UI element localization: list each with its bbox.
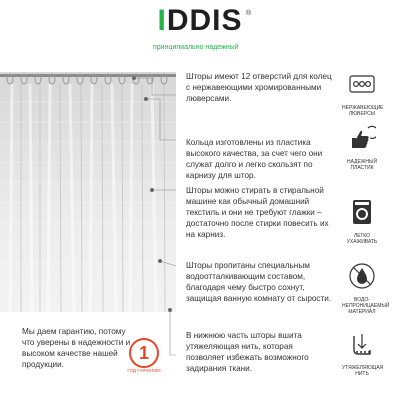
reliable-plastic-icon	[348, 124, 376, 152]
logo-i: I	[157, 4, 167, 37]
feature-waterproof-text: Шторы пропитаны специальным водоотталкивающим составом, благодаря чему быстро сохнут, защищая ванную комнату от сырости.	[186, 261, 332, 303]
badge-caption: ГОД ГАРАНТИИ	[127, 368, 161, 373]
registered-mark: ®	[246, 10, 252, 17]
feature-weight-thread-text: В нижнюю часть шторы вшита утяжеляющая нить, которая позволяет избежать возможного задирания ткани.	[186, 331, 309, 373]
waterproof-label: ВОДО-НЕПРОНИЦАЕМЫЙ МАТЕРИАЛ	[342, 297, 390, 315]
weight-thread-label: УТЯЖЕЛЯЮЩАЯ НИТЬ	[342, 365, 384, 377]
grommets-label: НЕРЖАВЕЮЩИЕ ЛЮВЕРСЫ	[342, 105, 384, 117]
weight-thread-icon	[348, 330, 376, 358]
weight-thread-feature	[342, 330, 382, 377]
guarantee-text: Мы даем гарантию, потому что уверены в надежности и высоком качестве нашей продукции.	[22, 327, 131, 369]
grommets-icon	[348, 70, 376, 98]
washing-machine-icon	[348, 198, 376, 226]
brand-tagline: принципиально надежный	[153, 44, 239, 51]
feature-grommets-text: Шторы имеют 12 отверстий для колец с нержавеющими хромированными люверсами.	[186, 72, 332, 103]
logo-rest: DDIS	[166, 4, 243, 37]
plastic-label: НАДЕЖНЫЙ ПЛАСТИК	[346, 159, 378, 171]
washable-label: ЛЕГКО УХАЖИВАТЬ	[346, 233, 378, 245]
guarantee-badge	[129, 338, 159, 368]
washable-feature	[342, 198, 382, 245]
feature-rings-text: Кольца изготовлены из пластика высокого качества, за счет чего они служат долго и легко скользят по карнизу для штор.	[186, 138, 323, 180]
grommets-feature	[342, 70, 382, 117]
water-drop-icon	[348, 262, 376, 290]
plastic-feature	[342, 124, 382, 171]
waterproof-feature	[342, 262, 390, 315]
badge-number: 1	[138, 343, 149, 363]
feature-washable-text: Шторы можно стирать в стиральной машине как обычный домашний текстиль и они не требуют глажки – достаточно после стирки повесить их на карниз.	[186, 186, 329, 239]
